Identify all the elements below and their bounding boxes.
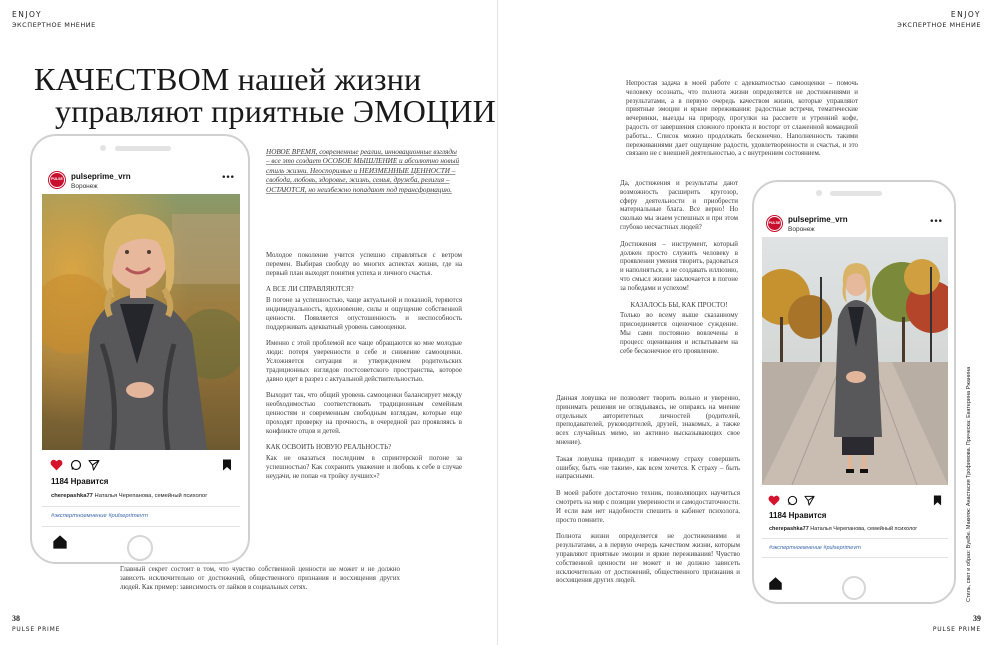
right-article-column <box>620 180 738 364</box>
left-header <box>12 10 96 30</box>
headline-line-2: управляют приятные ЭМОЦИИ <box>55 93 496 129</box>
paragraph: Именно с этой проблемой все чаще обращаются ко мне молодые люди: потеря уверенности в себе и снижение самооценки. Усложняется ситуация и утверждением родительских традиционных взглядов постсоветского пространства, которое давно идет в разрез с актуальной действительностью. <box>266 340 462 383</box>
comment-icon[interactable] <box>787 493 798 504</box>
hashtags[interactable]: #экспертноемнение #pulseprimevrn <box>769 545 861 551</box>
spread-divider <box>497 0 498 645</box>
paragraph: Да, достижения и результаты дают возможность расширить кругозор, сферу деятельности и приобрести материальные блага. Все верно! Но сколько мы знаем успешных и при этом глубоко несчастных людей? <box>620 180 738 231</box>
paragraph: Достижения – инструмент, который должен просто служить человеку в проявлении умения творить, радоваться и наполняться, а не создавать иллюзию, что смысл жизни заключается в погоне за победами и успехом! <box>620 240 738 292</box>
post-divider <box>42 506 240 507</box>
left-article-column <box>266 252 462 490</box>
instagram-post <box>762 206 948 570</box>
paragraph: Молодое поколение учится успешно справляться с ветром перемен. Выбирая свободу во многих аспектах жизни, где на первый план выходят понятия успеха и личного счастья. <box>266 252 462 277</box>
likes-count: 1184 Нравится <box>51 477 109 486</box>
footer-brand-right: PULSE PRIME <box>932 626 981 633</box>
page-number-left: 38 <box>12 614 20 623</box>
phone-frame-left <box>30 134 250 564</box>
home-icon[interactable] <box>52 534 68 550</box>
comment-icon[interactable] <box>70 458 82 470</box>
paragraph: Главный секрет состоит в том, что чувство собственной ценности не может и не должно зависеть исключительно от достижений, общественного признания и восхищения других людей. Как пример: зависимость от лайков в социальных сетях. <box>120 566 400 591</box>
footer-brand-left: PULSE PRIME <box>12 626 61 633</box>
left-article-footer-paragraph <box>120 566 400 600</box>
phone-camera <box>816 190 822 196</box>
paragraph: Непростая задача в моей работе с адекватностью самооценки – помочь человеку осознать, что полнота жизни определяется не достижениями и результатами, а в первую очередь качеством жизни, которые управляют приятные эмоции и яркие переживания: радостные встречи, тематические вечеринки, выезды на природу, прогулки на рассвете и утренний кофе, радость от завершения сложного проекта и восторг от слаженной командной работы... Список можно продолжать бесконечно. Наполненность такими переживаниями дает ощущение радости, удовлетворенности и счастья, и это связано не с внешней деятельностью, а с внутренним состоянием. <box>626 80 858 158</box>
phone-home-button <box>842 576 866 600</box>
post-caption <box>769 525 917 533</box>
section-tag: ENJOY <box>12 10 43 19</box>
bookmark-icon[interactable] <box>933 493 942 504</box>
section-subtitle: ЭКСПЕРТНОЕ МНЕНИЕ <box>897 21 981 29</box>
paragraph: В погоне за успешностью, чаще актуальной и показной, теряются индивидуальность, вдохновение, силы и ощущение собственной ценности. Появляется опустошенность и неспособность поддерживать адекватный уровень самооценки. <box>266 297 462 331</box>
post-divider <box>762 557 948 558</box>
paragraph: Только во всему выше сказанному присоединяется оценочное суждение. Мы сами постоянно вовлечены в процесс оценивания и испытываем на себе бесконечное его проявление. <box>620 312 738 355</box>
right-article-middle <box>556 395 740 594</box>
photo-credits: Стиль, свет и образ: ByeBe. Макияж: Анастасия Трофимова. Прическа: Екатерина Ржанина <box>966 366 972 602</box>
paragraph: В моей работе достаточно техник, позволяющих научиться смотреть на мир с позиции уверенности и самодостаточности. И если вам нет надобности спешить в кабинет психолога, просто помните. <box>556 490 740 524</box>
home-icon[interactable] <box>768 576 783 591</box>
caption-username[interactable]: cherepashka77 <box>769 526 809 532</box>
post-photo-art <box>42 194 240 450</box>
bookmark-icon[interactable] <box>222 458 232 470</box>
subheading: А ВСЕ ЛИ СПРАВЛЯЮТСЯ? <box>266 286 354 294</box>
more-options-icon[interactable]: ••• <box>929 217 942 227</box>
post-divider <box>762 538 948 539</box>
username[interactable]: pulseprime_vrn <box>71 172 131 181</box>
location[interactable]: Воронеж <box>788 226 815 233</box>
location[interactable]: Воронеж <box>71 183 98 190</box>
subheading: КАЗАЛОСЬ БЫ, КАК ПРОСТО! <box>630 301 728 309</box>
paragraph: Такая ловушка приводит к извечному страху совершить ошибку, быть «не таким», как всем хочется. К страху – быть напрасными. <box>556 455 740 481</box>
caption-text: Наталья Черепанова, семейный психолог <box>94 493 208 499</box>
post-divider <box>42 526 240 527</box>
instagram-post <box>42 162 240 532</box>
section-tag: ENJOY <box>950 10 981 19</box>
more-options-icon[interactable]: ••• <box>221 173 234 183</box>
caption-username[interactable]: cherepashka77 <box>51 493 93 499</box>
post-caption <box>51 492 207 500</box>
right-article-top <box>626 80 858 167</box>
right-header <box>897 10 981 30</box>
post-photo-art <box>762 237 948 485</box>
likes-count: 1184 Нравится <box>769 511 827 520</box>
phone-speaker <box>115 146 171 151</box>
page-number-right: 39 <box>973 614 981 623</box>
headline-line-1: КАЧЕСТВОМ нашей жизни <box>34 61 422 97</box>
hashtags[interactable]: #экспертноемнение #pulseprimevrn <box>51 513 148 519</box>
post-photo <box>762 237 948 485</box>
subheading: КАК ОСВОИТЬ НОВУЮ РЕАЛЬНОСТЬ? <box>266 444 392 452</box>
phone-speaker <box>830 191 882 196</box>
like-heart-icon[interactable] <box>50 458 63 470</box>
paragraph: Полнота жизни определяется не достижениями и результатами, а в первую очередь качеством жизни, которым управляют приятные эмоции и яркие переживания! Чувство собственной ценности не может и не должно зависеть исключительно от достижений, общественного признания и восхищения других людей. <box>556 533 740 585</box>
article-lead: НОВОЕ ВРЕМЯ, современные реалии, инновационные взгляды – все это создает ОСОБОЕ МЫШЛЕНИЕ и абсолютно новый стиль жизни. Неоспоримые и НЕИЗМЕННЫЕ ЦЕННОСТИ – свобода, любовь, здоровье, жизнь, семья, дружба, религия – ОСТАЮТСЯ, но неизбежно попадают под трансформацию. <box>266 148 460 194</box>
share-icon[interactable] <box>88 458 100 470</box>
caption-text: Наталья Черепанова, семейный психолог <box>810 526 918 532</box>
phone-camera <box>100 145 106 151</box>
username[interactable]: pulseprime_vrn <box>788 215 848 224</box>
paragraph: Как не оказаться последним в спринтерской погоне за успешностью? Как сохранить уважение и любовь к себе в случае неудачи, не попав «в тройку лучших»? <box>266 455 462 480</box>
section-subtitle: ЭКСПЕРТНОЕ МНЕНИЕ <box>12 21 96 29</box>
share-icon[interactable] <box>804 493 815 504</box>
avatar[interactable]: PULSE <box>767 216 782 231</box>
avatar[interactable]: PULSE <box>49 172 65 188</box>
paragraph: Данная ловушка не позволяет творить вольно и уверенно, принимать решения не оглядываясь, не опираясь на мнение отдельных авторитетных личностей (родителей, преподавателей, руководителей, друзей, знакомых, а также всех случайных мимо, но активно высказывающих свое мнение). <box>556 395 740 446</box>
like-heart-icon[interactable] <box>768 493 780 504</box>
phone-frame-right <box>752 180 956 604</box>
phone-home-button <box>127 535 153 561</box>
post-photo <box>42 194 240 450</box>
paragraph: Выходит так, что общий уровень самооценки балансирует между необходимостью соответствовать традиционным семейным ценностям и современным свободным взглядам, которые еще проходят проверку на прочность, в очередной раз проявляясь в конфликте отцов и детей. <box>266 392 462 435</box>
